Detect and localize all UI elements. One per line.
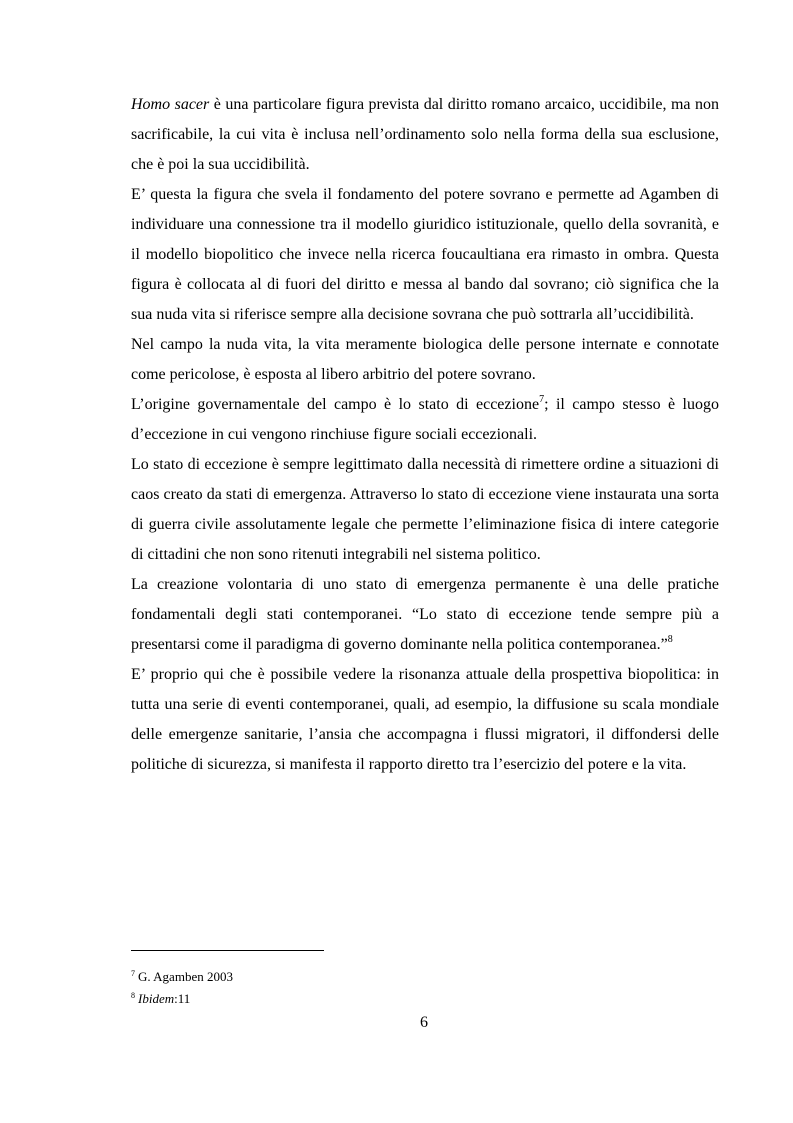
paragraph-text: Nel campo la nuda vita, la vita meramente biologica delle persone internate e connotate come pericolose, è esposta al libero arbitrio del potere sovrano. [131,336,719,383]
footnote-ref-8[interactable]: 8 [667,634,673,645]
footnote-number: 8 [131,991,135,1000]
paragraph-text: è una particolare figura prevista dal diritto romano arcaico, uccidibile, ma non sacrificabile, la cui vita è inclusa nell’ordinamento solo nella forma della sua esclusione, che è poi la sua uccidibilità. [131,96,720,173]
footnote-7 [131,966,233,988]
footnote-number: 7 [131,969,135,978]
paragraph-sovereign-power [131,180,719,330]
footnote-italic: Ibidem [138,991,175,1006]
paragraph-biopolitics-today [131,660,719,780]
page-number: 6 [420,1014,428,1031]
paragraph-text: ; il campo stesso è luogo d’eccezione in cui vengono rinchiuse figure sociali eccezionali. [131,396,719,443]
paragraph-bare-life [131,330,719,390]
paragraph-state-of-exception-legitimacy [131,450,719,570]
body-text [131,90,719,780]
paragraph-text: E’ proprio qui che è possibile vedere la risonanza attuale della prospettiva biopolitica: in tutta una serie di eventi contemporanei, quali, ad esempio, la diffusione su scala mondiale delle emergenze sanitarie, l’ansia che accompagna i flussi migratori, il diffondersi delle politiche di sicurezza, si manifesta il rapporto diretto tra l’esercizio del potere e la vita. [131,666,719,773]
paragraph-state-of-exception-origin [131,390,719,450]
footnotes [131,966,233,1010]
footnote-text: :11 [174,991,191,1006]
paragraph-text: Lo stato di eccezione è sempre legittimato dalla necessità di rimettere ordine a situazioni di caos creato da stati di emergenza. Attraverso lo stato di eccezione viene instaurata una sorta di guerra civile assolutamente legale che permette l’eliminazione fisica di intere categorie di cittadini che non sono ritenuti integrabili nel sistema politico. [131,456,719,563]
term-homo-sacer: Homo sacer [131,96,210,113]
footnote-separator [131,950,324,951]
footnote-8 [131,988,233,1010]
footnote-text: G. Agamben 2003 [138,969,233,984]
paragraph-homo-sacer [131,90,719,180]
paragraph-text: La creazione volontaria di uno stato di emergenza permanente è una delle pratiche fondamentali degli stati contemporanei. “Lo stato di eccezione tende sempre più a presentarsi come il paradigma di governo dominante nella politica contemporanea.” [131,576,719,653]
paragraph-text: L’origine governamentale del campo è lo stato di eccezione [131,396,540,413]
footnote-ref-7[interactable]: 7 [539,394,545,405]
paragraph-permanent-emergency [131,570,719,660]
paragraph-text: E’ questa la figura che svela il fondamento del potere sovrano e permette ad Agamben di individuare una connessione tra il modello giuridico istituzionale, quello della sovranità, e il modello biopolitico che invece nella ricerca foucaultiana era rimasto in ombra. Questa figura è collocata al di fuori del diritto e messa al bando dal sovrano; ciò significa che la sua nuda vita si riferisce sempre alla decisione sovrana che può sottrarla all’uccidibilità. [131,186,719,323]
